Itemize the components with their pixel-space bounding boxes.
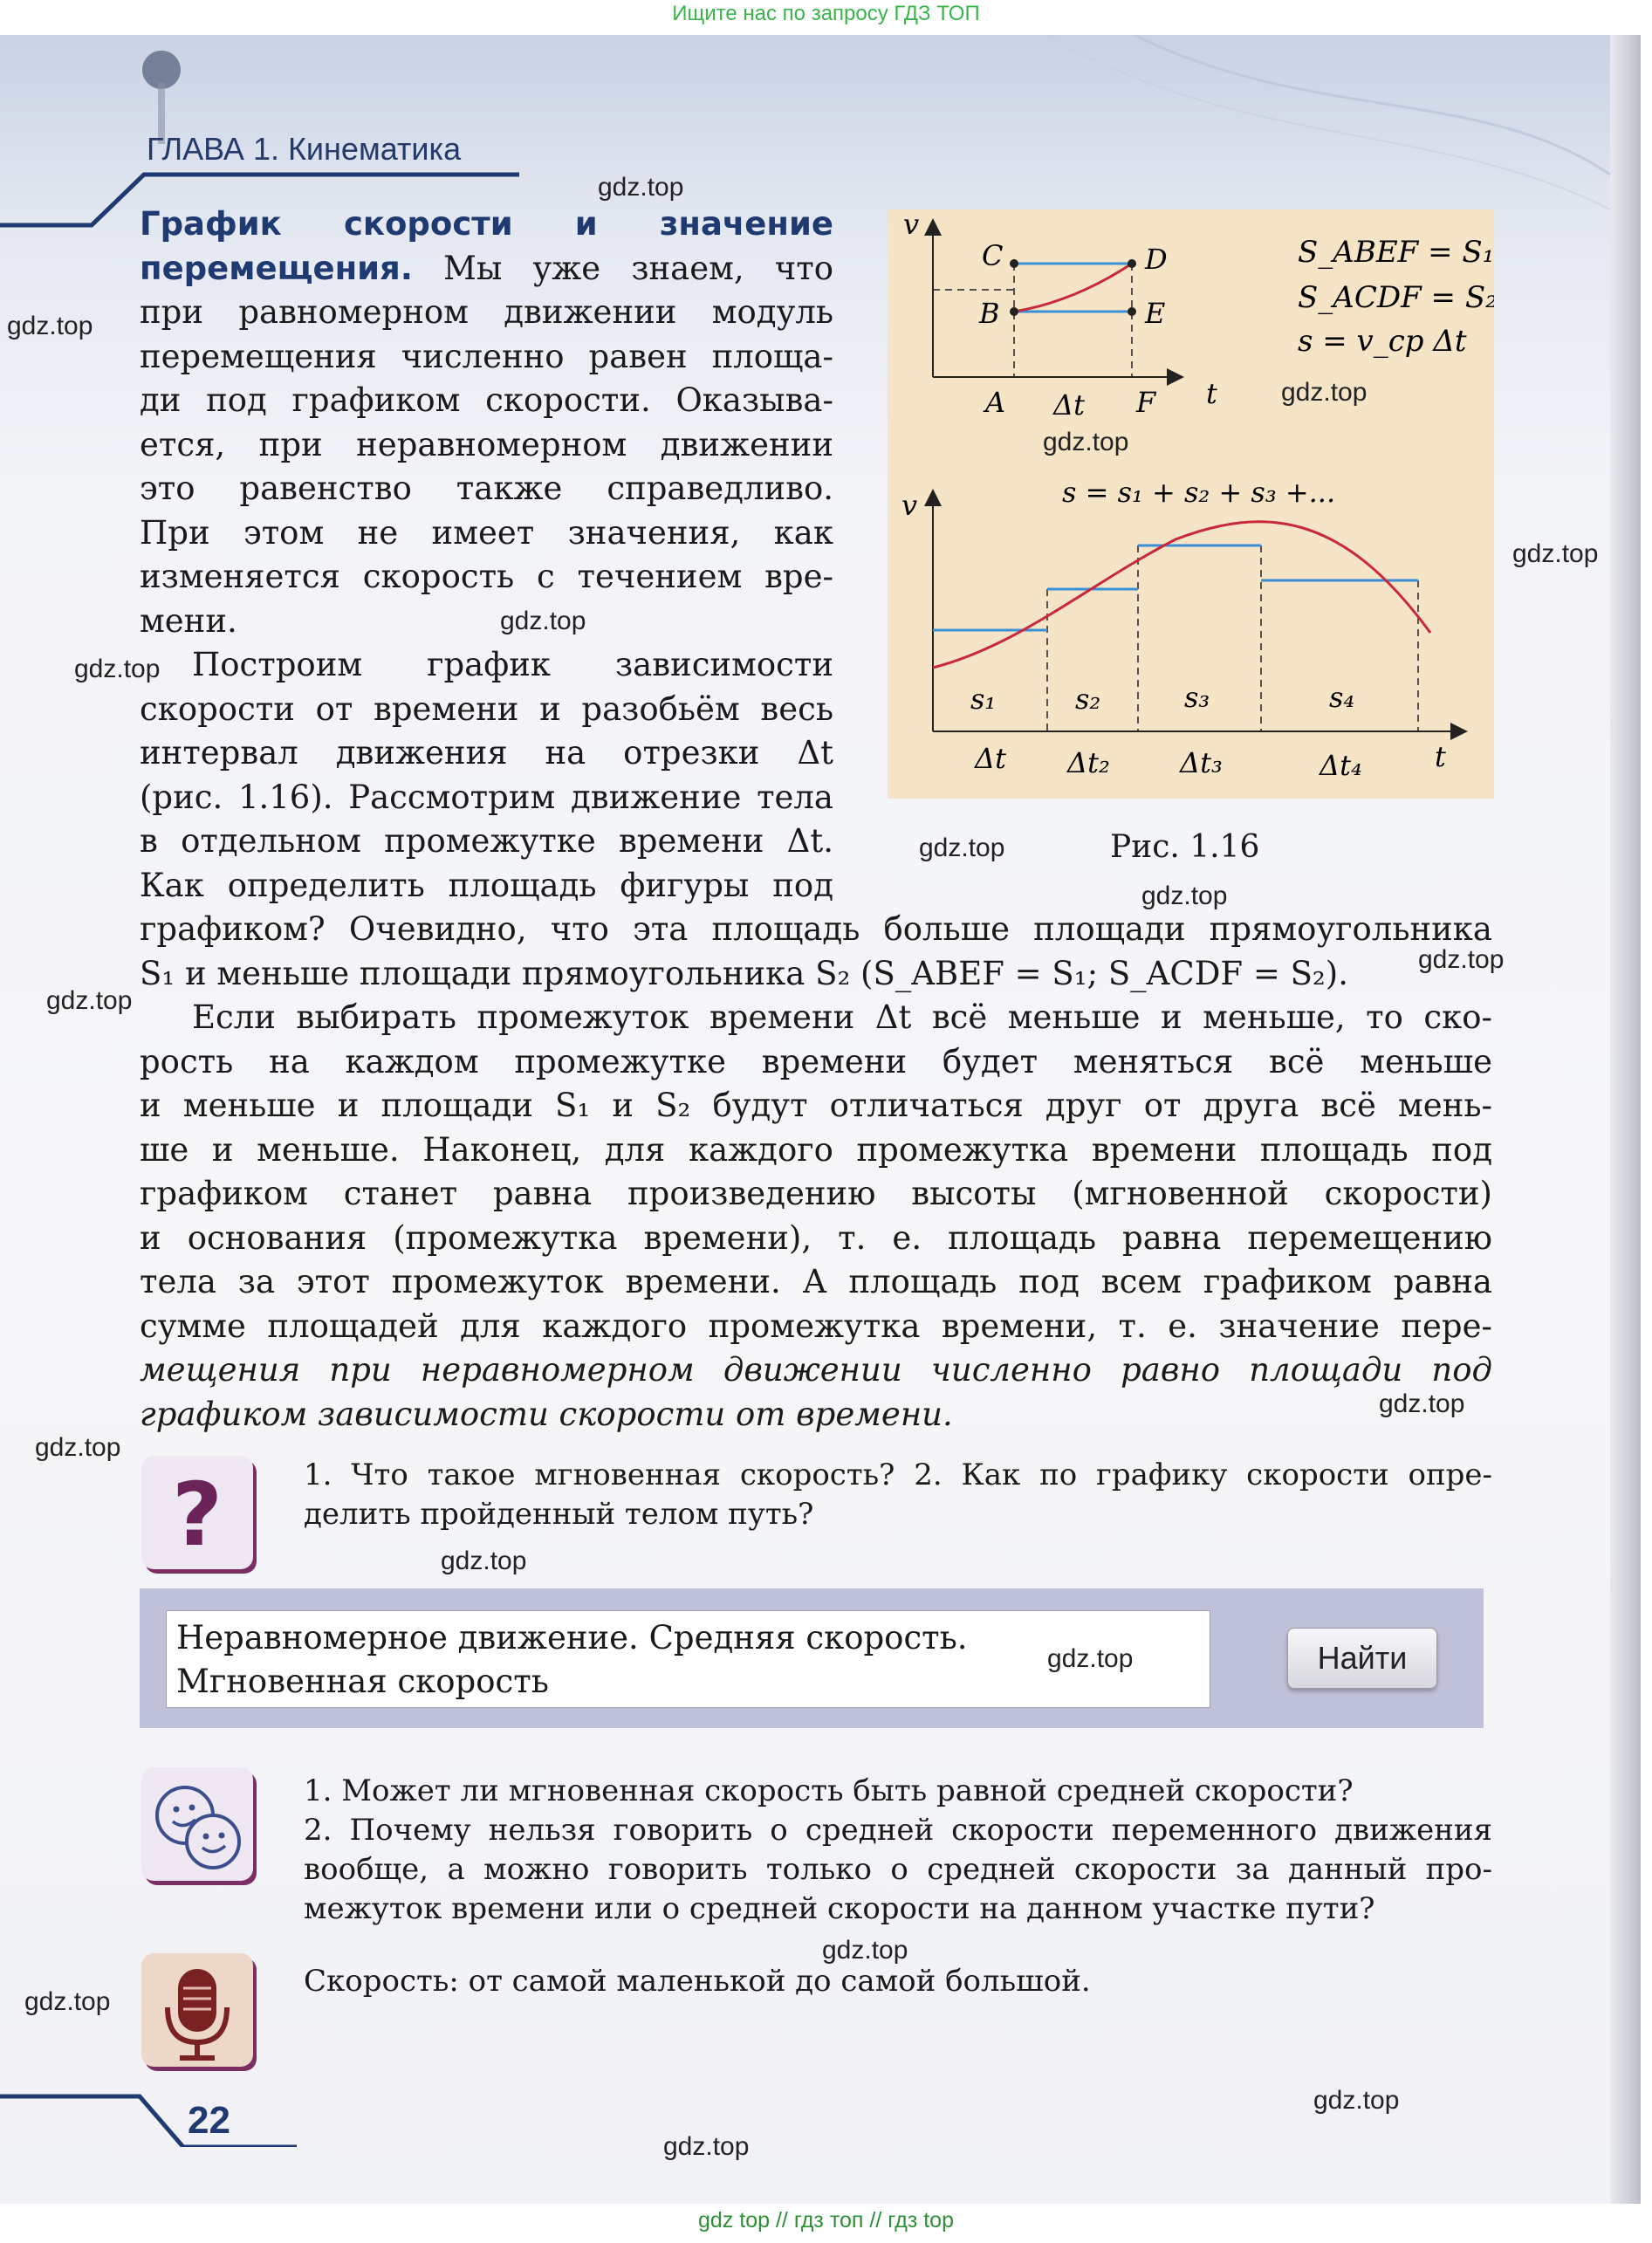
search-query-line: Неравномерное движение. Средняя скорость. xyxy=(176,1619,968,1657)
bottom-v-label: v xyxy=(901,489,918,522)
page-edge xyxy=(1610,35,1641,2204)
watermark: gdz.top xyxy=(74,655,161,683)
text-line: S₁ и меньше площади прямоугольника S₂ (S_ABEF = S₁; S_ACDF = S₂). xyxy=(140,954,1348,992)
area-s4: s₄ xyxy=(1329,681,1355,714)
watermark: gdz.top xyxy=(1047,1644,1134,1673)
label-dt: Δt xyxy=(1053,388,1085,422)
svg-text:?: ? xyxy=(171,1464,223,1566)
velocity-curve-bottom xyxy=(933,522,1430,668)
text-line: перемещения численно равен площа- xyxy=(140,337,833,375)
question-icon xyxy=(141,1456,253,1569)
watermark: gdz.top xyxy=(46,986,133,1015)
watermark: gdz.top xyxy=(1141,881,1228,910)
label-e: E xyxy=(1145,297,1166,330)
label-c: C xyxy=(982,239,1004,272)
point-c xyxy=(1010,259,1018,268)
bottom-t-label: t xyxy=(1435,740,1446,773)
watermark: gdz.top xyxy=(1043,428,1129,456)
interval-1: Δt xyxy=(975,742,1006,775)
point-d xyxy=(1128,259,1136,268)
text-line: и основания (промежутка времени), т. е. площадь равна перемещению xyxy=(140,1218,1492,1257)
text-line: скорости от времени и разобьём весь xyxy=(140,689,833,728)
text-line: изменяется скорость с течением вре- xyxy=(140,558,833,595)
formula-s1: S_ABEF = S₁ xyxy=(1298,235,1494,270)
discussion-text xyxy=(304,1772,1492,1929)
watermark: gdz.top xyxy=(598,173,684,202)
text-line: (рис. 1.16). Рассмотрим движение тела xyxy=(140,778,833,816)
report-text: Скорость: от самой маленькой до самой большой. xyxy=(304,1964,1091,1999)
bottom-steps xyxy=(933,545,1418,630)
top-t-label: t xyxy=(1206,377,1217,410)
watermark: gdz.top xyxy=(1313,2086,1400,2115)
watermark: gdz.top xyxy=(663,2132,750,2161)
text-line: Мы уже знаем, что xyxy=(443,249,833,287)
text-line: ется, при неравномерном движении xyxy=(140,425,833,463)
paragraph-2-wide xyxy=(140,908,1492,996)
figure-graphs xyxy=(888,209,1494,799)
formula-s2: S_ACDF = S₂ xyxy=(1298,280,1494,315)
text-line: Построим график зависимости xyxy=(192,646,833,683)
text-line xyxy=(140,247,833,292)
text-line: это равенство также справедливо. xyxy=(140,470,833,507)
watermark: gdz.top xyxy=(24,1987,111,2016)
text-line: 1. Может ли мгновенная скорость быть равной средней скорости? xyxy=(304,1773,1354,1808)
text-line: 1. Что такое мгновенная скорость? 2. Как по графику скорости опре- xyxy=(304,1458,1492,1492)
text-line: сумме площадей для каждого промежутка времени, т. е. значение пере- xyxy=(140,1307,1492,1345)
watermark: gdz.top xyxy=(441,1547,527,1575)
top-v-label: v xyxy=(903,209,920,241)
bottom-link[interactable]: гдз top xyxy=(888,2208,954,2233)
search-query xyxy=(176,1616,968,1704)
watermark: gdz.top xyxy=(1418,945,1505,974)
point-b xyxy=(1010,307,1018,316)
text-line: в отдельном промежутке времени Δt. xyxy=(140,822,833,860)
interval-4: Δt₄ xyxy=(1320,749,1362,782)
watermark: gdz.top xyxy=(35,1433,121,1462)
bottom-link[interactable]: гдз топ xyxy=(793,2208,864,2233)
figure-1-16 xyxy=(888,209,1494,799)
text-line: вообще, а можно говорить только о средней скорости за данный про- xyxy=(304,1852,1492,1887)
watermark: gdz.top xyxy=(919,833,1005,862)
text-line: мени. xyxy=(140,601,237,640)
text-line: ди под графиком скорости. Оказыва- xyxy=(140,381,833,419)
top-banner[interactable]: Ищите нас по запросу ГДЗ ТОП xyxy=(672,2,980,25)
velocity-curve-top xyxy=(1014,264,1132,312)
separator: // xyxy=(869,2208,882,2233)
footer-decoration xyxy=(0,2077,349,2147)
area-s2: s₂ xyxy=(1075,683,1101,716)
figure-caption: Рис. 1.16 xyxy=(1110,829,1260,865)
label-f: F xyxy=(1136,386,1156,419)
text-line-italic: графиком зависимости скорости от времени. xyxy=(140,1395,953,1433)
label-b: B xyxy=(979,297,1000,330)
point-e xyxy=(1128,307,1136,316)
bottom-dividers xyxy=(1047,545,1418,731)
formula-s: s = v_ср Δt xyxy=(1298,324,1467,359)
interval-3: Δt₃ xyxy=(1180,746,1223,779)
text-line xyxy=(140,202,833,247)
text-line: делить пройденный телом путь? xyxy=(304,1497,814,1532)
text-line: Если выбирать промежуток времени Δt всё меньше и меньше, то ско- xyxy=(192,998,1492,1036)
bottom-links xyxy=(0,2208,1652,2233)
paragraph-2 xyxy=(140,643,833,908)
bottom-link[interactable]: gdz top xyxy=(698,2208,771,2233)
search-query-line: Мгновенная скорость xyxy=(176,1663,549,1700)
text-line: 2. Почему нельзя говорить о средней скорости переменного движения xyxy=(304,1813,1492,1848)
watermark: gdz.top xyxy=(7,312,93,340)
microphone-icon xyxy=(141,1953,253,2067)
section-heading: График скорости и значение xyxy=(140,205,833,243)
text-line: Как определить площадь фигуры под xyxy=(140,866,833,904)
two-faces-icon xyxy=(141,1767,253,1881)
label-a: A xyxy=(985,386,1006,419)
interval-2: Δt₂ xyxy=(1067,746,1110,779)
text-line: графиком? Очевидно, что эта площадь больше площади прямоугольника xyxy=(140,910,1492,948)
text-line: При этом не имеет значения, как xyxy=(140,513,833,552)
text-line: рость на каждом промежутке времени будет меняться всё меньше xyxy=(140,1042,1492,1080)
chapter-header: ГЛАВА 1. Кинематика xyxy=(147,131,462,167)
watermark: gdz.top xyxy=(500,607,586,635)
watermark: gdz.top xyxy=(1512,539,1599,568)
text-line: тела за этот промежуток времени. А площадь под всем графиком равна xyxy=(140,1263,1492,1300)
intro-paragraph xyxy=(140,202,833,643)
area-s1: s₁ xyxy=(970,683,997,716)
section-heading-cont: перемещения. xyxy=(140,249,413,287)
area-s3: s₃ xyxy=(1184,681,1210,714)
text-line: ше и меньше. Наконец, для каждого промежутка времени площадь под xyxy=(140,1130,1492,1169)
sum-formula: s = s₁ + s₂ + s₃ +... xyxy=(1062,476,1336,509)
text-line-italic: мещения при неравномерном движении численно равно площади под xyxy=(140,1351,1492,1389)
paragraph-3 xyxy=(140,996,1492,1437)
watermark: gdz.top xyxy=(1281,378,1368,407)
text-line: интервал движения на отрезки Δt xyxy=(140,734,833,772)
page-number: 22 xyxy=(188,2099,230,2142)
watermark: gdz.top xyxy=(1379,1389,1465,1418)
text-line: межуток времени или о средней скорости на данном участке пути? xyxy=(304,1891,1375,1926)
text-line: графиком станет равна произведению высоты (мгновенной скорости) xyxy=(140,1175,1492,1212)
text-line: и меньше и площади S₁ и S₂ будут отличаться друг от друга всё мень- xyxy=(140,1087,1492,1124)
text-line: при равномерном движении модуль xyxy=(140,293,833,331)
questions-text xyxy=(304,1456,1492,1534)
find-button[interactable]: Найти xyxy=(1287,1628,1437,1689)
label-d: D xyxy=(1145,243,1168,276)
separator: // xyxy=(775,2208,788,2233)
watermark: gdz.top xyxy=(822,1936,908,1965)
